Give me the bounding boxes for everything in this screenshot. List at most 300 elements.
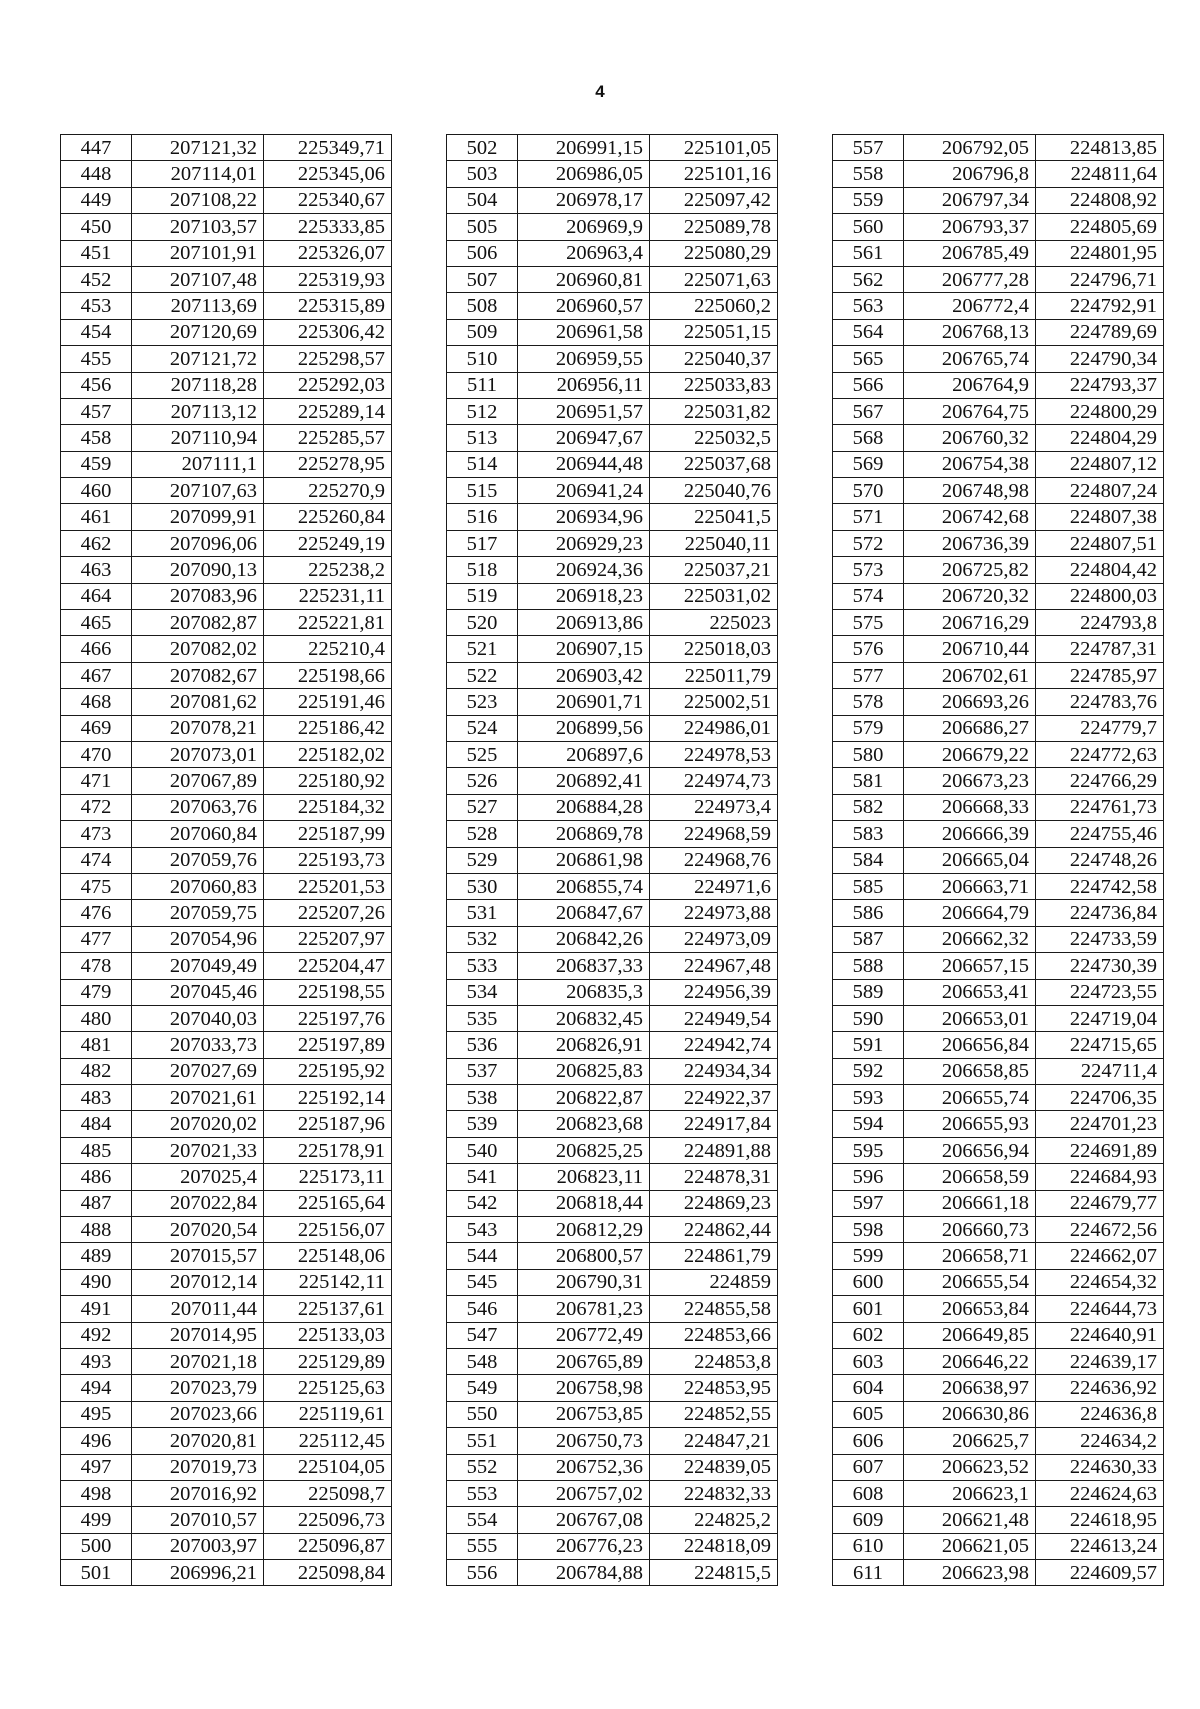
y-coordinate-cell: 224793,8 bbox=[1036, 610, 1164, 636]
table-row bbox=[447, 979, 778, 1005]
y-coordinate-cell: 224973,4 bbox=[650, 794, 778, 820]
point-number-cell: 545 bbox=[447, 1269, 518, 1295]
point-number-cell: 535 bbox=[447, 1005, 518, 1031]
x-coordinate-cell: 207111,1 bbox=[132, 451, 264, 477]
table-row bbox=[833, 135, 1164, 161]
point-number-cell: 453 bbox=[61, 293, 132, 319]
table-row bbox=[447, 1190, 778, 1216]
x-coordinate-cell: 207067,89 bbox=[132, 768, 264, 794]
y-coordinate-cell: 224613,24 bbox=[1036, 1533, 1164, 1559]
y-coordinate-cell: 225011,79 bbox=[650, 662, 778, 688]
x-coordinate-cell: 207082,87 bbox=[132, 610, 264, 636]
point-number-cell: 600 bbox=[833, 1269, 904, 1295]
table-row bbox=[61, 583, 392, 609]
y-coordinate-cell: 224783,76 bbox=[1036, 689, 1164, 715]
table-row bbox=[61, 1032, 392, 1058]
point-number-cell: 608 bbox=[833, 1480, 904, 1506]
x-coordinate-cell: 207082,67 bbox=[132, 662, 264, 688]
x-coordinate-cell: 206832,45 bbox=[518, 1005, 650, 1031]
table-row bbox=[833, 583, 1164, 609]
point-number-cell: 601 bbox=[833, 1296, 904, 1322]
x-coordinate-cell: 206996,21 bbox=[132, 1560, 264, 1586]
point-number-cell: 581 bbox=[833, 768, 904, 794]
point-number-cell: 480 bbox=[61, 1005, 132, 1031]
table-row bbox=[61, 1480, 392, 1506]
table-row bbox=[833, 1085, 1164, 1111]
point-number-cell: 578 bbox=[833, 689, 904, 715]
point-number-cell: 494 bbox=[61, 1375, 132, 1401]
table-row bbox=[447, 346, 778, 372]
y-coordinate-cell: 225033,83 bbox=[650, 372, 778, 398]
table-row bbox=[833, 847, 1164, 873]
point-number-cell: 544 bbox=[447, 1243, 518, 1269]
x-coordinate-cell: 207120,69 bbox=[132, 319, 264, 345]
x-coordinate-cell: 207023,79 bbox=[132, 1375, 264, 1401]
y-coordinate-cell: 225278,95 bbox=[264, 451, 392, 477]
point-number-cell: 457 bbox=[61, 398, 132, 424]
y-coordinate-cell: 224839,05 bbox=[650, 1454, 778, 1480]
point-number-cell: 492 bbox=[61, 1322, 132, 1348]
table-row bbox=[447, 1137, 778, 1163]
x-coordinate-cell: 207107,48 bbox=[132, 266, 264, 292]
x-coordinate-cell: 206658,59 bbox=[904, 1164, 1036, 1190]
x-coordinate-cell: 206818,44 bbox=[518, 1190, 650, 1216]
x-coordinate-cell: 206625,7 bbox=[904, 1428, 1036, 1454]
point-number-cell: 598 bbox=[833, 1217, 904, 1243]
x-coordinate-cell: 206869,78 bbox=[518, 821, 650, 847]
table-row bbox=[447, 1296, 778, 1322]
x-coordinate-cell: 206668,33 bbox=[904, 794, 1036, 820]
x-coordinate-cell: 207040,03 bbox=[132, 1005, 264, 1031]
y-coordinate-cell: 225285,57 bbox=[264, 425, 392, 451]
table-row bbox=[447, 768, 778, 794]
table-row bbox=[447, 1454, 778, 1480]
y-coordinate-cell: 225119,61 bbox=[264, 1401, 392, 1427]
point-number-cell: 586 bbox=[833, 900, 904, 926]
y-coordinate-cell: 225198,55 bbox=[264, 979, 392, 1005]
point-number-cell: 516 bbox=[447, 504, 518, 530]
point-number-cell: 534 bbox=[447, 979, 518, 1005]
y-coordinate-cell: 225192,14 bbox=[264, 1085, 392, 1111]
y-coordinate-cell: 224807,51 bbox=[1036, 530, 1164, 556]
table-row bbox=[833, 1322, 1164, 1348]
x-coordinate-cell: 206660,73 bbox=[904, 1217, 1036, 1243]
x-coordinate-cell: 206913,86 bbox=[518, 610, 650, 636]
table-row bbox=[833, 979, 1164, 1005]
table-row bbox=[61, 425, 392, 451]
point-number-cell: 470 bbox=[61, 741, 132, 767]
table-row bbox=[833, 1217, 1164, 1243]
x-coordinate-cell: 206812,29 bbox=[518, 1217, 650, 1243]
table-row bbox=[61, 1375, 392, 1401]
y-coordinate-cell: 224679,77 bbox=[1036, 1190, 1164, 1216]
table-row bbox=[447, 161, 778, 187]
x-coordinate-cell: 206969,9 bbox=[518, 214, 650, 240]
table-row bbox=[833, 425, 1164, 451]
x-coordinate-cell: 207107,63 bbox=[132, 478, 264, 504]
y-coordinate-cell: 224789,69 bbox=[1036, 319, 1164, 345]
table-row bbox=[447, 794, 778, 820]
point-number-cell: 571 bbox=[833, 504, 904, 530]
x-coordinate-cell: 207015,57 bbox=[132, 1243, 264, 1269]
x-coordinate-cell: 206978,17 bbox=[518, 187, 650, 213]
point-number-cell: 464 bbox=[61, 583, 132, 609]
point-number-cell: 554 bbox=[447, 1507, 518, 1533]
x-coordinate-cell: 207019,73 bbox=[132, 1454, 264, 1480]
y-coordinate-cell: 224818,09 bbox=[650, 1533, 778, 1559]
table-row bbox=[447, 583, 778, 609]
table-row bbox=[61, 372, 392, 398]
x-coordinate-cell: 207113,12 bbox=[132, 398, 264, 424]
y-coordinate-cell: 224711,4 bbox=[1036, 1058, 1164, 1084]
coordinates-table-1 bbox=[60, 134, 392, 1586]
table-row bbox=[61, 530, 392, 556]
table-row bbox=[61, 610, 392, 636]
y-coordinate-cell: 224684,93 bbox=[1036, 1164, 1164, 1190]
y-coordinate-cell: 225191,46 bbox=[264, 689, 392, 715]
point-number-cell: 569 bbox=[833, 451, 904, 477]
y-coordinate-cell: 224855,58 bbox=[650, 1296, 778, 1322]
point-number-cell: 484 bbox=[61, 1111, 132, 1137]
y-coordinate-cell: 224891,88 bbox=[650, 1137, 778, 1163]
y-coordinate-cell: 225051,15 bbox=[650, 319, 778, 345]
y-coordinate-cell: 224869,23 bbox=[650, 1190, 778, 1216]
table-row bbox=[61, 1560, 392, 1586]
point-number-cell: 450 bbox=[61, 214, 132, 240]
point-number-cell: 603 bbox=[833, 1348, 904, 1374]
y-coordinate-cell: 224701,23 bbox=[1036, 1111, 1164, 1137]
point-number-cell: 561 bbox=[833, 240, 904, 266]
point-number-cell: 536 bbox=[447, 1032, 518, 1058]
table-row bbox=[447, 1348, 778, 1374]
point-number-cell: 538 bbox=[447, 1085, 518, 1111]
x-coordinate-cell: 207060,83 bbox=[132, 873, 264, 899]
point-number-cell: 524 bbox=[447, 715, 518, 741]
y-coordinate-cell: 225345,06 bbox=[264, 161, 392, 187]
y-coordinate-cell: 224813,85 bbox=[1036, 135, 1164, 161]
y-coordinate-cell: 225193,73 bbox=[264, 847, 392, 873]
x-coordinate-cell: 206781,23 bbox=[518, 1296, 650, 1322]
table-row bbox=[447, 135, 778, 161]
table-row bbox=[833, 873, 1164, 899]
table-row bbox=[447, 1507, 778, 1533]
y-coordinate-cell: 224792,91 bbox=[1036, 293, 1164, 319]
x-coordinate-cell: 206710,44 bbox=[904, 636, 1036, 662]
y-coordinate-cell: 224804,29 bbox=[1036, 425, 1164, 451]
x-coordinate-cell: 206907,15 bbox=[518, 636, 650, 662]
table-row bbox=[61, 926, 392, 952]
y-coordinate-cell: 224730,39 bbox=[1036, 953, 1164, 979]
point-number-cell: 533 bbox=[447, 953, 518, 979]
x-coordinate-cell: 207114,01 bbox=[132, 161, 264, 187]
x-coordinate-cell: 206757,02 bbox=[518, 1480, 650, 1506]
point-number-cell: 455 bbox=[61, 346, 132, 372]
y-coordinate-cell: 225137,61 bbox=[264, 1296, 392, 1322]
y-coordinate-cell: 225182,02 bbox=[264, 741, 392, 767]
x-coordinate-cell: 207023,66 bbox=[132, 1401, 264, 1427]
y-coordinate-cell: 225187,96 bbox=[264, 1111, 392, 1137]
table-row bbox=[61, 319, 392, 345]
y-coordinate-cell: 225326,07 bbox=[264, 240, 392, 266]
point-number-cell: 485 bbox=[61, 1137, 132, 1163]
point-number-cell: 594 bbox=[833, 1111, 904, 1137]
y-coordinate-cell: 224922,37 bbox=[650, 1085, 778, 1111]
y-coordinate-cell: 225201,53 bbox=[264, 873, 392, 899]
x-coordinate-cell: 206825,83 bbox=[518, 1058, 650, 1084]
table-row bbox=[61, 478, 392, 504]
x-coordinate-cell: 206665,04 bbox=[904, 847, 1036, 873]
point-number-cell: 506 bbox=[447, 240, 518, 266]
table-row bbox=[833, 1005, 1164, 1031]
x-coordinate-cell: 206653,84 bbox=[904, 1296, 1036, 1322]
point-number-cell: 577 bbox=[833, 662, 904, 688]
coordinates-table-2 bbox=[446, 134, 778, 1586]
y-coordinate-cell: 224804,42 bbox=[1036, 557, 1164, 583]
point-number-cell: 587 bbox=[833, 926, 904, 952]
x-coordinate-cell: 206897,6 bbox=[518, 741, 650, 767]
point-number-cell: 489 bbox=[61, 1243, 132, 1269]
x-coordinate-cell: 206658,85 bbox=[904, 1058, 1036, 1084]
point-number-cell: 487 bbox=[61, 1190, 132, 1216]
table-row bbox=[447, 398, 778, 424]
point-number-cell: 529 bbox=[447, 847, 518, 873]
y-coordinate-cell: 224636,8 bbox=[1036, 1401, 1164, 1427]
x-coordinate-cell: 206662,32 bbox=[904, 926, 1036, 952]
y-coordinate-cell: 224805,69 bbox=[1036, 214, 1164, 240]
x-coordinate-cell: 206630,86 bbox=[904, 1401, 1036, 1427]
point-number-cell: 610 bbox=[833, 1533, 904, 1559]
table-row bbox=[61, 135, 392, 161]
point-number-cell: 558 bbox=[833, 161, 904, 187]
x-coordinate-cell: 206760,32 bbox=[904, 425, 1036, 451]
table-row bbox=[833, 1296, 1164, 1322]
x-coordinate-cell: 207118,28 bbox=[132, 372, 264, 398]
table-row bbox=[61, 794, 392, 820]
table-row bbox=[61, 187, 392, 213]
x-coordinate-cell: 207059,75 bbox=[132, 900, 264, 926]
point-number-cell: 599 bbox=[833, 1243, 904, 1269]
table-row bbox=[447, 1428, 778, 1454]
y-coordinate-cell: 225173,11 bbox=[264, 1164, 392, 1190]
y-coordinate-cell: 224636,92 bbox=[1036, 1375, 1164, 1401]
y-coordinate-cell: 225112,45 bbox=[264, 1428, 392, 1454]
table-row bbox=[61, 1454, 392, 1480]
y-coordinate-cell: 224796,71 bbox=[1036, 266, 1164, 292]
x-coordinate-cell: 206754,38 bbox=[904, 451, 1036, 477]
point-number-cell: 499 bbox=[61, 1507, 132, 1533]
point-number-cell: 456 bbox=[61, 372, 132, 398]
point-number-cell: 496 bbox=[61, 1428, 132, 1454]
x-coordinate-cell: 206653,01 bbox=[904, 1005, 1036, 1031]
point-number-cell: 481 bbox=[61, 1032, 132, 1058]
x-coordinate-cell: 206663,71 bbox=[904, 873, 1036, 899]
y-coordinate-cell: 225298,57 bbox=[264, 346, 392, 372]
table-row bbox=[447, 1375, 778, 1401]
table-row bbox=[61, 715, 392, 741]
x-coordinate-cell: 206901,71 bbox=[518, 689, 650, 715]
table-row bbox=[447, 451, 778, 477]
table-row bbox=[447, 610, 778, 636]
table-row bbox=[833, 161, 1164, 187]
point-number-cell: 547 bbox=[447, 1322, 518, 1348]
point-number-cell: 543 bbox=[447, 1217, 518, 1243]
y-coordinate-cell: 224800,03 bbox=[1036, 583, 1164, 609]
point-number-cell: 531 bbox=[447, 900, 518, 926]
y-coordinate-cell: 225129,89 bbox=[264, 1348, 392, 1374]
point-number-cell: 574 bbox=[833, 583, 904, 609]
y-coordinate-cell: 224736,84 bbox=[1036, 900, 1164, 926]
table-row bbox=[447, 293, 778, 319]
y-coordinate-cell: 225142,11 bbox=[264, 1269, 392, 1295]
table-row bbox=[447, 1243, 778, 1269]
point-number-cell: 568 bbox=[833, 425, 904, 451]
x-coordinate-cell: 207011,44 bbox=[132, 1296, 264, 1322]
point-number-cell: 555 bbox=[447, 1533, 518, 1559]
y-coordinate-cell: 224766,29 bbox=[1036, 768, 1164, 794]
point-number-cell: 537 bbox=[447, 1058, 518, 1084]
point-number-cell: 512 bbox=[447, 398, 518, 424]
table-row bbox=[447, 319, 778, 345]
table-row bbox=[447, 504, 778, 530]
y-coordinate-cell: 224956,39 bbox=[650, 979, 778, 1005]
y-coordinate-cell: 225178,91 bbox=[264, 1137, 392, 1163]
point-number-cell: 474 bbox=[61, 847, 132, 873]
point-number-cell: 548 bbox=[447, 1348, 518, 1374]
table-row bbox=[833, 662, 1164, 688]
table-row bbox=[61, 1058, 392, 1084]
table-row bbox=[833, 372, 1164, 398]
table-row bbox=[833, 610, 1164, 636]
point-number-cell: 452 bbox=[61, 266, 132, 292]
x-coordinate-cell: 207027,69 bbox=[132, 1058, 264, 1084]
x-coordinate-cell: 206742,68 bbox=[904, 504, 1036, 530]
table-row bbox=[61, 266, 392, 292]
table-row bbox=[833, 187, 1164, 213]
x-coordinate-cell: 206899,56 bbox=[518, 715, 650, 741]
table-row bbox=[447, 873, 778, 899]
y-coordinate-cell: 225040,11 bbox=[650, 530, 778, 556]
point-number-cell: 575 bbox=[833, 610, 904, 636]
x-coordinate-cell: 206623,98 bbox=[904, 1560, 1036, 1586]
y-coordinate-cell: 225292,03 bbox=[264, 372, 392, 398]
x-coordinate-cell: 206861,98 bbox=[518, 847, 650, 873]
x-coordinate-cell: 207099,91 bbox=[132, 504, 264, 530]
x-coordinate-cell: 207033,73 bbox=[132, 1032, 264, 1058]
x-coordinate-cell: 206750,73 bbox=[518, 1428, 650, 1454]
point-number-cell: 583 bbox=[833, 821, 904, 847]
x-coordinate-cell: 206800,57 bbox=[518, 1243, 650, 1269]
table-row bbox=[61, 873, 392, 899]
x-coordinate-cell: 206768,13 bbox=[904, 319, 1036, 345]
y-coordinate-cell: 224973,09 bbox=[650, 926, 778, 952]
x-coordinate-cell: 206785,49 bbox=[904, 240, 1036, 266]
point-number-cell: 478 bbox=[61, 953, 132, 979]
y-coordinate-cell: 225260,84 bbox=[264, 504, 392, 530]
point-number-cell: 579 bbox=[833, 715, 904, 741]
y-coordinate-cell: 225104,05 bbox=[264, 1454, 392, 1480]
point-number-cell: 550 bbox=[447, 1401, 518, 1427]
x-coordinate-cell: 206903,42 bbox=[518, 662, 650, 688]
table-row bbox=[833, 1164, 1164, 1190]
x-coordinate-cell: 207103,57 bbox=[132, 214, 264, 240]
point-number-cell: 490 bbox=[61, 1269, 132, 1295]
point-number-cell: 609 bbox=[833, 1507, 904, 1533]
table-row bbox=[447, 1217, 778, 1243]
y-coordinate-cell: 225221,81 bbox=[264, 610, 392, 636]
x-coordinate-cell: 207121,72 bbox=[132, 346, 264, 372]
table-row bbox=[447, 1533, 778, 1559]
x-coordinate-cell: 206929,23 bbox=[518, 530, 650, 556]
y-coordinate-cell: 225096,73 bbox=[264, 1507, 392, 1533]
y-coordinate-cell: 224772,63 bbox=[1036, 741, 1164, 767]
x-coordinate-cell: 206623,1 bbox=[904, 1480, 1036, 1506]
x-coordinate-cell: 206658,71 bbox=[904, 1243, 1036, 1269]
x-coordinate-cell: 207016,92 bbox=[132, 1480, 264, 1506]
x-coordinate-cell: 206823,11 bbox=[518, 1164, 650, 1190]
x-coordinate-cell: 207063,76 bbox=[132, 794, 264, 820]
point-number-cell: 465 bbox=[61, 610, 132, 636]
point-number-cell: 585 bbox=[833, 873, 904, 899]
x-coordinate-cell: 206758,98 bbox=[518, 1375, 650, 1401]
table-row bbox=[833, 821, 1164, 847]
x-coordinate-cell: 207010,57 bbox=[132, 1507, 264, 1533]
x-coordinate-cell: 206956,11 bbox=[518, 372, 650, 398]
point-number-cell: 504 bbox=[447, 187, 518, 213]
point-number-cell: 521 bbox=[447, 636, 518, 662]
x-coordinate-cell: 207090,13 bbox=[132, 557, 264, 583]
y-coordinate-cell: 224986,01 bbox=[650, 715, 778, 741]
table-row bbox=[61, 1111, 392, 1137]
table-row bbox=[447, 187, 778, 213]
y-coordinate-cell: 225349,71 bbox=[264, 135, 392, 161]
point-number-cell: 597 bbox=[833, 1190, 904, 1216]
y-coordinate-cell: 224787,31 bbox=[1036, 636, 1164, 662]
point-number-cell: 546 bbox=[447, 1296, 518, 1322]
x-coordinate-cell: 207020,02 bbox=[132, 1111, 264, 1137]
x-coordinate-cell: 206673,23 bbox=[904, 768, 1036, 794]
x-coordinate-cell: 206796,8 bbox=[904, 161, 1036, 187]
table-row bbox=[61, 1428, 392, 1454]
x-coordinate-cell: 207078,21 bbox=[132, 715, 264, 741]
point-number-cell: 519 bbox=[447, 583, 518, 609]
point-number-cell: 605 bbox=[833, 1401, 904, 1427]
x-coordinate-cell: 207022,84 bbox=[132, 1190, 264, 1216]
x-coordinate-cell: 207108,22 bbox=[132, 187, 264, 213]
table-row bbox=[833, 1137, 1164, 1163]
point-number-cell: 541 bbox=[447, 1164, 518, 1190]
y-coordinate-cell: 225333,85 bbox=[264, 214, 392, 240]
table-row bbox=[833, 1032, 1164, 1058]
x-coordinate-cell: 207113,69 bbox=[132, 293, 264, 319]
y-coordinate-cell: 224971,6 bbox=[650, 873, 778, 899]
y-coordinate-cell: 225040,37 bbox=[650, 346, 778, 372]
y-coordinate-cell: 224733,59 bbox=[1036, 926, 1164, 952]
table-row bbox=[61, 1243, 392, 1269]
point-number-cell: 469 bbox=[61, 715, 132, 741]
point-number-cell: 560 bbox=[833, 214, 904, 240]
table-row bbox=[447, 741, 778, 767]
table-row bbox=[61, 900, 392, 926]
point-number-cell: 542 bbox=[447, 1190, 518, 1216]
y-coordinate-cell: 225315,89 bbox=[264, 293, 392, 319]
table-row bbox=[833, 1533, 1164, 1559]
x-coordinate-cell: 206656,94 bbox=[904, 1137, 1036, 1163]
x-coordinate-cell: 207012,14 bbox=[132, 1269, 264, 1295]
table-row bbox=[447, 266, 778, 292]
table-row bbox=[61, 979, 392, 1005]
table-row bbox=[447, 715, 778, 741]
point-number-cell: 475 bbox=[61, 873, 132, 899]
